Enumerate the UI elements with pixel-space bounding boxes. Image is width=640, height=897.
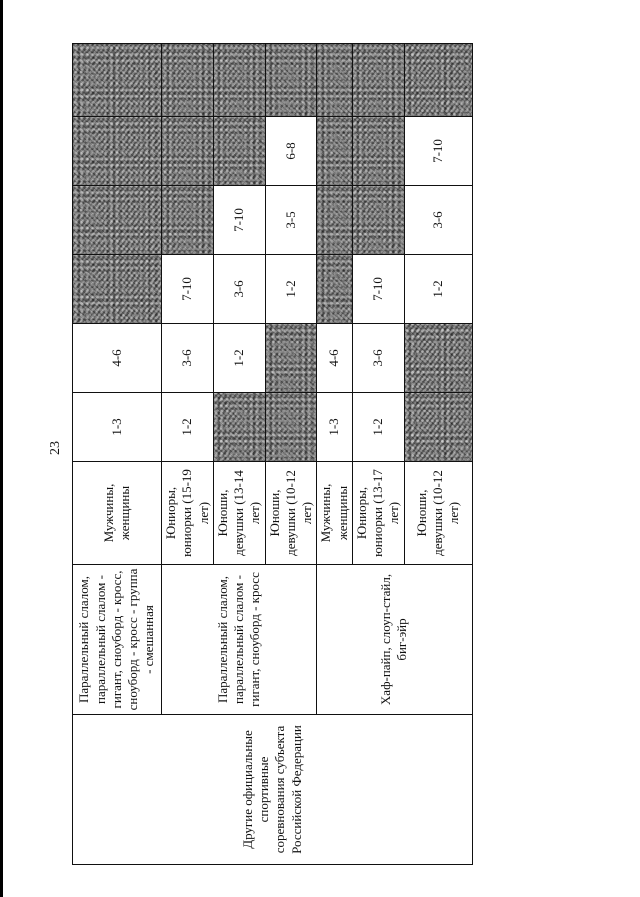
shaded-cell [213, 393, 265, 462]
value-cell: 3-5 [265, 186, 317, 255]
shaded-cell [73, 186, 162, 255]
shaded-cell [404, 393, 472, 462]
value-cell: 3-6 [162, 324, 214, 393]
value-cell: 4-6 [317, 324, 353, 393]
value-cell: 7-10 [404, 117, 472, 186]
discipline-cell: Хаф-пайп, слоуп-стайл, биг-эйр [317, 565, 472, 715]
age-group-cell: Мужчины, женщины [73, 462, 162, 565]
age-group-cell: Мужчины, женщины [317, 462, 353, 565]
shaded-cell [73, 255, 162, 324]
shaded-cell [73, 117, 162, 186]
shaded-cell [162, 44, 214, 117]
shaded-cell [317, 44, 353, 117]
value-cell: 3-6 [352, 324, 404, 393]
discipline-cell: Параллельный слалом, параллельный слалом - гигант, сноуборд - кросс [162, 565, 317, 715]
shaded-cell [352, 186, 404, 255]
age-group-cell: Юноши, девушки (10-12 лет) [404, 462, 472, 565]
shaded-cell [162, 186, 214, 255]
shaded-cell [352, 117, 404, 186]
scan-left-edge [0, 0, 3, 897]
age-group-cell: Юноши, девушки (13-14 лет) [213, 462, 265, 565]
table-row [73, 44, 162, 865]
shaded-cell [404, 44, 472, 117]
age-group-cell: Юниоры, юниорки (13-17 лет) [352, 462, 404, 565]
value-cell: 4-6 [73, 324, 162, 393]
value-cell: 3-6 [213, 255, 265, 324]
rotated-table-container [72, 44, 462, 865]
page-number: 23 [48, 441, 63, 455]
value-cell: 1-2 [162, 393, 214, 462]
ranking-table [72, 43, 473, 865]
shaded-cell [213, 117, 265, 186]
shaded-cell [317, 186, 353, 255]
value-cell: 6-8 [265, 117, 317, 186]
value-cell: 1-3 [317, 393, 353, 462]
value-cell: 1-2 [404, 255, 472, 324]
value-cell: 7-10 [352, 255, 404, 324]
discipline-cell: Параллельный слалом, параллельный слалом - гигант, сноуборд - кросс, сноуборд - кросс - группа - смешанная [73, 565, 162, 715]
shaded-cell [317, 255, 353, 324]
shaded-cell [265, 324, 317, 393]
value-cell: 7-10 [162, 255, 214, 324]
shaded-cell [317, 117, 353, 186]
category-cell: Другие официальные спортивные соревнования субъекта Российской Федерации [73, 715, 473, 865]
shaded-cell [265, 393, 317, 462]
shaded-cell [73, 44, 162, 117]
value-cell: 7-10 [213, 186, 265, 255]
value-cell: 1-2 [213, 324, 265, 393]
age-group-cell: Юноши, девушки (10-12 лет) [265, 462, 317, 565]
shaded-cell [265, 44, 317, 117]
shaded-cell [404, 324, 472, 393]
value-cell: 1-3 [73, 393, 162, 462]
value-cell: 1-2 [352, 393, 404, 462]
value-cell: 3-6 [404, 186, 472, 255]
shaded-cell [352, 44, 404, 117]
value-cell: 1-2 [265, 255, 317, 324]
shaded-cell [162, 117, 214, 186]
age-group-cell: Юниоры, юниорки (15-19 лет) [162, 462, 214, 565]
shaded-cell [213, 44, 265, 117]
